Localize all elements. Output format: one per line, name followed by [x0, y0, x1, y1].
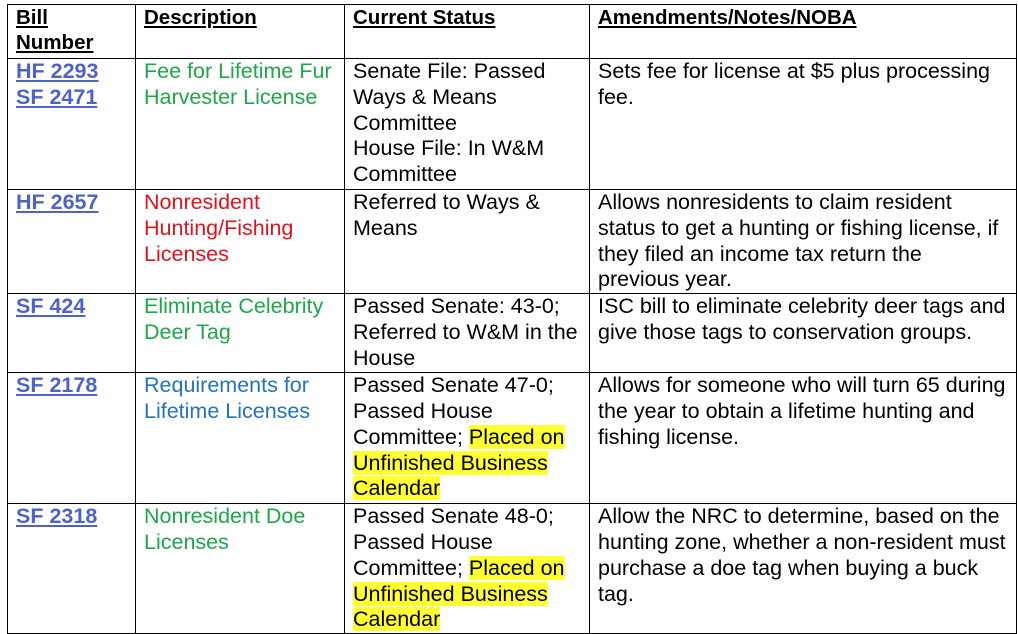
notes-cell	[590, 59, 1017, 190]
status-cell	[345, 190, 590, 294]
header-current-status: Current Status	[345, 5, 590, 59]
table-row	[8, 373, 1017, 504]
description-cell	[136, 504, 345, 634]
description-text: Eliminate Celebrity Deer Tag	[144, 294, 324, 344]
notes-cell	[590, 504, 1017, 634]
table-row	[8, 504, 1017, 634]
bill-link-sf-2471[interactable]: SF 2471	[16, 84, 98, 109]
table-row	[8, 190, 1017, 294]
status-cell	[345, 504, 590, 634]
notes-text: Allows nonresidents to claim resident status to get a hunting or fishing license, if they filed an income tax return the previous year.	[598, 190, 999, 292]
header-description: Description	[136, 5, 345, 59]
status-cell	[345, 373, 590, 504]
bill-number-cell	[8, 59, 136, 190]
bill-link-hf-2293[interactable]: HF 2293	[16, 59, 99, 83]
bill-number-cell	[8, 373, 136, 504]
bill-status-table	[7, 4, 1017, 634]
notes-cell	[590, 190, 1017, 294]
header-bill-number: Bill Number	[8, 5, 136, 59]
bill-link-hf-2657[interactable]: HF 2657	[16, 190, 99, 214]
notes-text: ISC bill to eliminate celebrity deer tags and give those tags to conservation groups.	[598, 294, 1006, 344]
bill-link-sf-2318[interactable]: SF 2318	[16, 504, 98, 529]
table-row	[8, 59, 1017, 190]
notes-cell	[590, 373, 1017, 504]
status-text: Referred to Ways & Means	[353, 190, 540, 240]
bill-number-cell	[8, 294, 136, 373]
description-cell	[136, 373, 345, 504]
status-text: Passed Senate: 43-0; Referred to W&M in the House	[353, 294, 578, 370]
status-cell	[345, 294, 590, 373]
notes-text: Allow the NRC to determine, based on the hunting zone, whether a non-resident must purchase a doe tag when buying a buck tag.	[598, 504, 1006, 606]
notes-cell	[590, 294, 1017, 373]
notes-text: Sets fee for license at $5 plus processing fee.	[598, 59, 990, 109]
description-cell	[136, 59, 345, 190]
status-text: Passed Senate 48-0; Passed House Committee;	[353, 504, 554, 580]
bill-number-cell	[8, 190, 136, 294]
status-text: Passed Senate 47-0; Passed House Committee;	[353, 373, 554, 449]
description-cell	[136, 294, 345, 373]
description-text: Requirements for Lifetime Licenses	[144, 373, 311, 423]
status-highlight: Placed on Unfinished Business Calendar	[353, 555, 565, 632]
bill-number-cell	[8, 504, 136, 634]
status-cell	[345, 59, 590, 190]
table-row	[8, 294, 1017, 373]
table-header-row	[8, 5, 1017, 59]
bill-link-sf-2178[interactable]: SF 2178	[16, 373, 98, 398]
description-text: Nonresident Hunting/Fishing Licenses	[144, 190, 294, 266]
description-text: Nonresident Doe Licenses	[144, 504, 306, 554]
status-line: Senate File: Passed Ways & Means Committee	[353, 59, 546, 135]
description-text: Fee for Lifetime Fur Harvester License	[144, 59, 332, 109]
notes-text: Allows for someone who will turn 65 during the year to obtain a lifetime hunting and fishing license.	[598, 373, 1006, 449]
bill-link-sf-424[interactable]: SF 424	[16, 294, 86, 319]
status-highlight: Placed on Unfinished Business Calendar	[353, 424, 565, 501]
header-notes: Amendments/Notes/NOBA	[590, 5, 1017, 59]
description-cell	[136, 190, 345, 294]
status-line: House File: In W&M Committee	[353, 136, 545, 187]
